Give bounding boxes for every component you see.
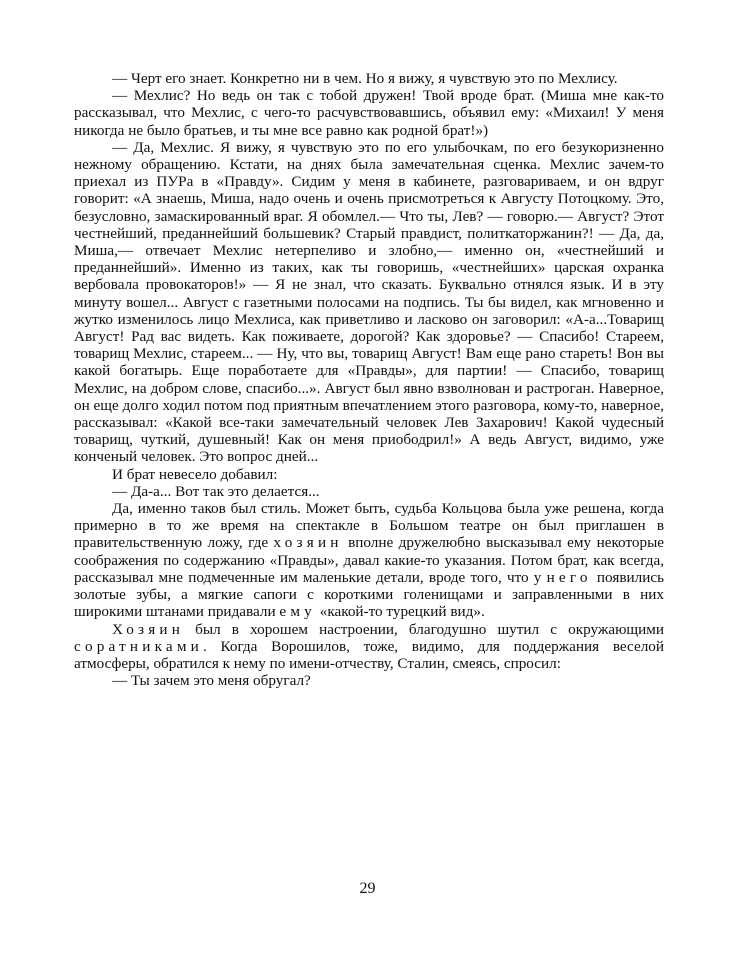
page-number: 29 xyxy=(359,880,376,897)
emphasized-word: хозяин xyxy=(273,534,343,552)
paragraph: И брат невесело добавил: xyxy=(112,465,278,483)
paragraph: — Ты зачем это меня обругал? xyxy=(112,672,311,690)
paragraph: — Да-а... Вот так это делается... xyxy=(112,482,320,500)
paragraph: Да, именно таков был стиль. Может быть, судьба Кольцова была уже решена, когда примерно в то же время на спектакле в Большом театре он был приглашен в правительственную ложу, где хозяин вполне дружелюбно высказывал ему некоторые соображения по содержанию «Правды», давал какие-то указания. Потом брат, как всегда, рассказывал мне подмеченные им маленькие детали, вроде того, что у него появились золотые зубы, а мягкие сапоги с короткими голенищами и заправленными в них широкими штанами придавали ему «какой-то турецкий вид». xyxy=(74,500,665,621)
emphasized-word: ему xyxy=(279,603,316,621)
paragraph: Хозяин был в хорошем настроении, благодушно шутил с окружающими соратниками. Когда Ворошилов, тоже, видимо, для поддержания веселой атмосферы, обратился к нему по имени-отчеству, Сталин, смеясь, спросил: xyxy=(74,620,664,672)
paragraph: — Да, Мехлис. Я вижу, я чувствую это по его улыбочкам, по его безукоризненно нежному обращению. Кстати, на днях была замечательная сценка. Мехлис зачем-то приехал из ПУРа в «Правду». Сидим у меня в кабинете, разговариваем, и он вдруг говорит: «А знаешь, Миша, надо очень и очень присмотреться к Августу Потоцкому. Это, безусловно, замаскированный враг. Я обомлел.— Что ты, Лев? — говорю.— Август? Этот честнейший, преданнейший большевик? Старый правдист, политкаторжанин?! — Да, да, Миша,— отвечает Мехлис нетерпеливо и злобно,— именно он, «честнейший и преданнейший». Именно из таких, как ты говоришь, «честнейших» царская охранка вербовала провокаторов!» — Я не знал, что сказать. Буквально отнялся язык. И в эту минуту вошел... Август с газетными полосами на подпись. Ты бы видел, как мгновенно и жутко изменилось лицо Мехлиса, как приветливо и ласково он заговорил: «А-а...Товарищ Август! Рад вас видеть. Как поживаете, дорогой? Как здоровье? — Спасибо! Стареем, товарищ Мехлис, стареем... — Ну, что вы, товарищ Август! Вам еще рано стареть! Вон вы какой богатырь. Еще поработаете для «Правды», для партии! — Спасибо, товарищ Мехлис, на добром слове, спасибо...». Август был явно взволнован и растроган. Наверное, он еще долго ходил потом под приятным впечатлением этого разговора, кому-то, наверное, рассказывал: «Какой все-таки замечательный человек Лев Захарович! Какой чудесный товарищ, чуткий, душевный! Как он меня приободрил!» А ведь Август, видимо, уже конченый человек. Это вопрос дней... xyxy=(74,138,664,466)
emphasized-word: него xyxy=(546,568,592,586)
emphasized-word: Хозяин xyxy=(112,620,185,638)
page-text xyxy=(74,70,664,689)
paragraph: — Черт его знает. Конкретно ни в чем. Но я вижу, я чувствую это по Мехлису. xyxy=(112,70,618,87)
paragraph: — Мехлис? Но ведь он так с тобой дружен! Твой вроде брат. (Миша мне как-то рассказывал, что Мехлис, с чего-то расчувствовавшись, объявил ему: «Михаил! У меня никогда не было братьев, и ты мне все равно как родной брат!») xyxy=(74,87,664,139)
emphasized-word: соратниками xyxy=(74,637,203,655)
